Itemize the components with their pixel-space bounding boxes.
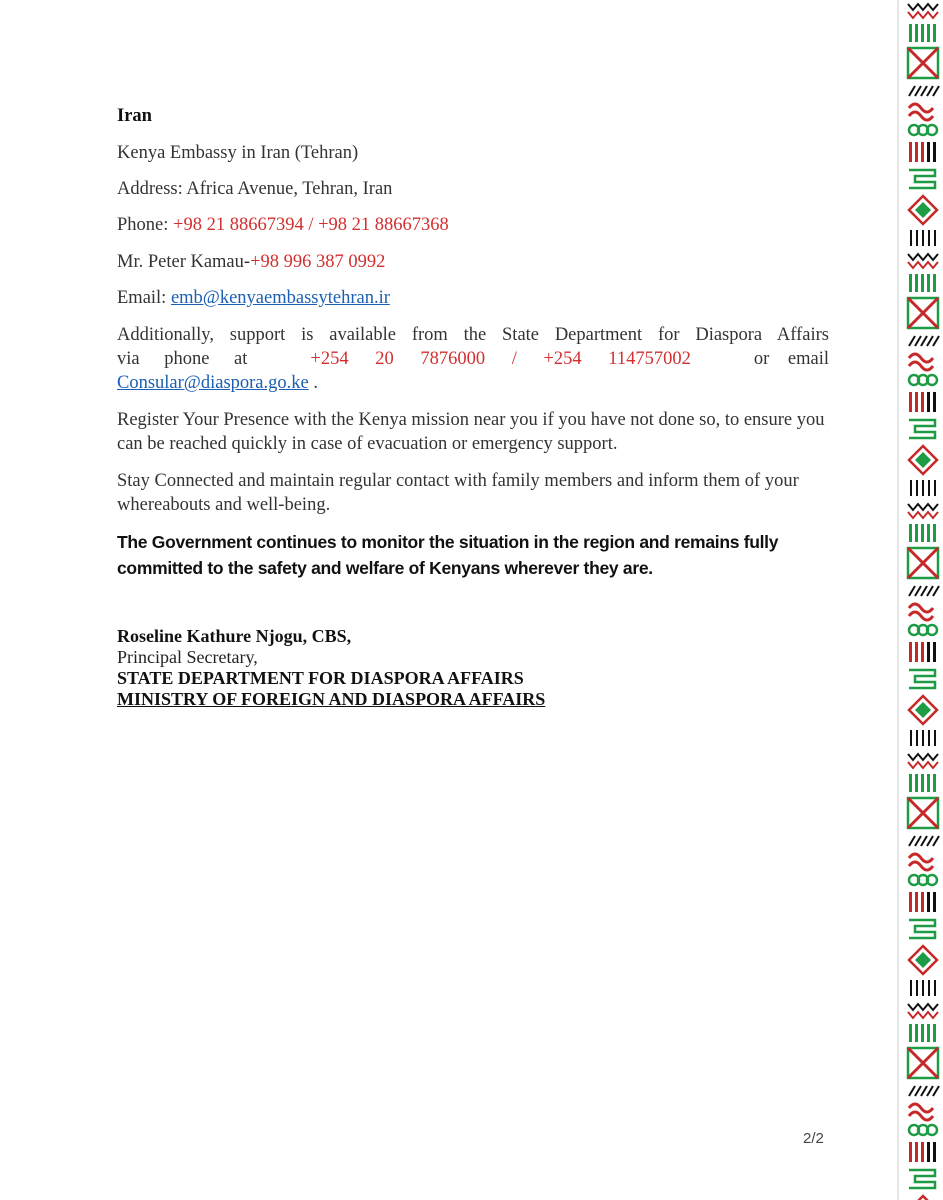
connected-paragraph: Stay Connected and maintain regular contact with family members and inform them of your whereabouts and well-being. [117, 471, 799, 515]
tribal-pattern-border-icon [903, 0, 943, 1200]
section-heading: Iran [117, 106, 152, 126]
phone-label: Phone: [117, 215, 174, 235]
support-line-1: Additionally, support is available from the State Department for Diaspora Affairs [117, 325, 829, 345]
embassy-email-link[interactable]: emb@kenyaembassytehran.ir [170, 288, 390, 308]
support-line-2 [117, 347, 829, 371]
email-line [117, 286, 829, 310]
page-number: 2/2 [803, 1130, 824, 1147]
page-edge [897, 0, 899, 1200]
support-phones[interactable]: +254 20 7876000 / +254 114757002 [310, 349, 691, 369]
contact-phone[interactable]: +98 996 387 0992 [250, 252, 386, 272]
signatory-ministry: MINISTRY OF FOREIGN AND DIASPORA AFFAIRS [117, 689, 546, 709]
government-statement: The Government continues to monitor the situation in the region and remains fully committed to the safety and welfare of Kenyans wherever they are. [117, 532, 779, 578]
signature-block [117, 626, 545, 710]
signatory-title: Principal Secretary, [117, 647, 258, 667]
support-paragraph [117, 323, 829, 395]
contact-person: Mr. Peter Kamau- [117, 252, 251, 272]
support-line-3 [117, 371, 829, 395]
decorative-border [903, 0, 943, 1200]
phone-line [117, 213, 829, 237]
contact-line [117, 250, 829, 274]
support-or-email: or email [753, 349, 829, 369]
register-paragraph: Register Your Presence with the Kenya mission near you if you have not done so, to ensure you can be reached quickly in case of evacuation or emergency support. [117, 410, 825, 454]
embassy-name: Kenya Embassy in Iran (Tehran) [117, 143, 359, 163]
signatory-name: Roseline Kathure Njogu, CBS, [117, 626, 352, 646]
embassy-address: Address: Africa Avenue, Tehran, Iran [117, 179, 393, 199]
phone-numbers[interactable]: +98 21 88667394 / +98 21 88667368 [173, 215, 449, 235]
signatory-department: STATE DEPARTMENT FOR DIASPORA AFFAIRS [117, 668, 524, 688]
support-email-link[interactable]: Consular@diaspora.go.ke [117, 373, 309, 393]
email-label: Email: [117, 288, 171, 308]
support-via: via phone at [117, 349, 248, 369]
support-end: . [308, 373, 318, 393]
